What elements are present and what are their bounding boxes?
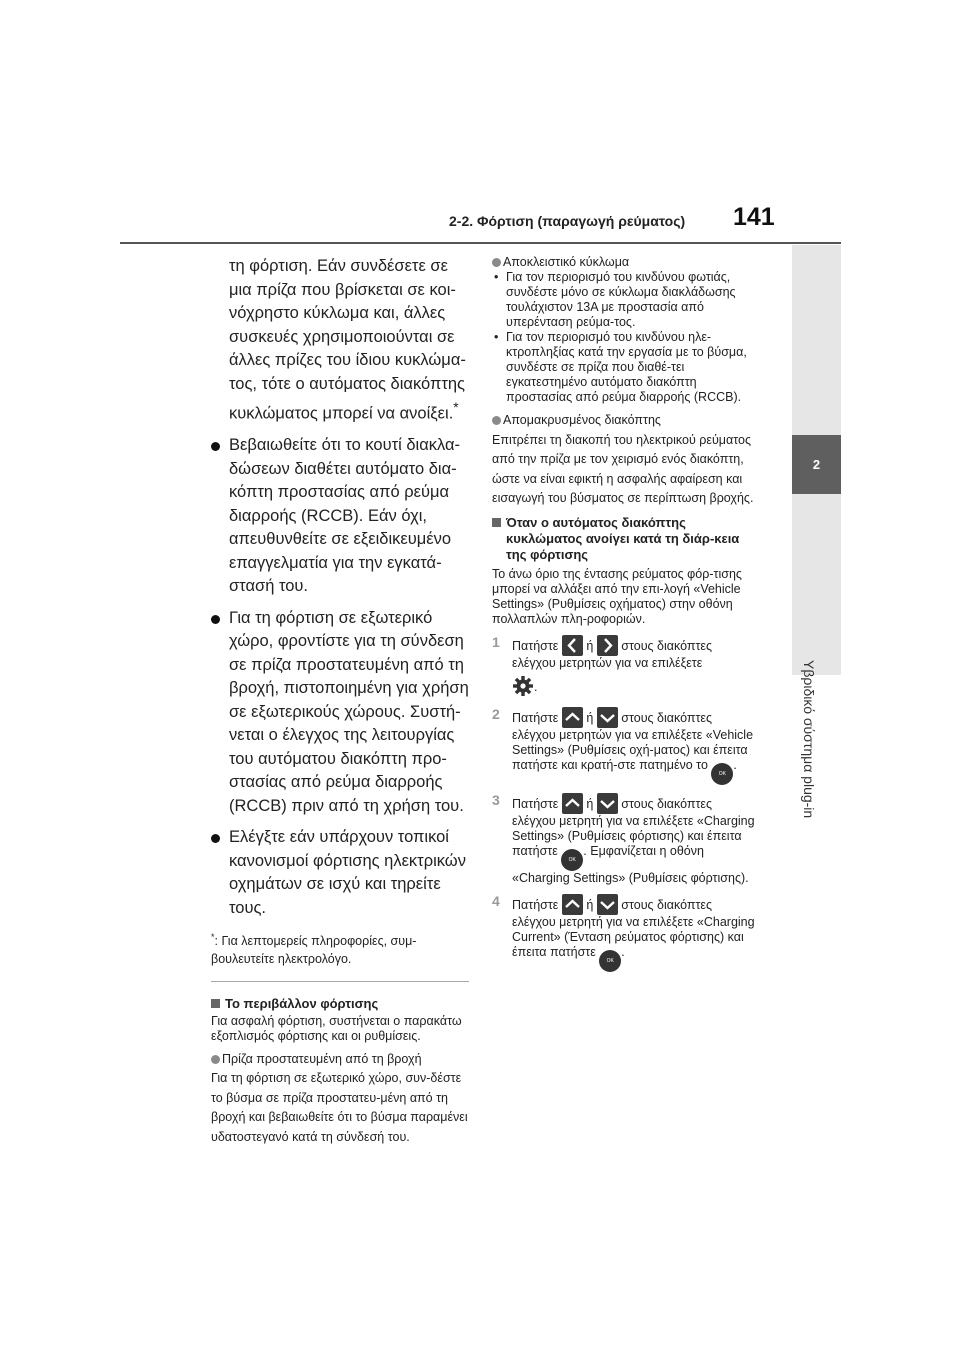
chapter-tab: 2 [792, 435, 841, 494]
remote-text: Επιτρέπει τη διακοπή του ηλεκτρικού ρεύματος από την πρίζα με τον χειρισμό ενός διακόπτη, ώστε να είναι εφικτή η ασφαλής αφαίρεση και εισαγωγή του βύσματος σε περίπτωση βροχής. [492, 432, 754, 505]
ok-button-icon: OK [711, 763, 733, 785]
or-text: ή [586, 796, 594, 811]
bullet-item [211, 434, 469, 599]
bullet-icon [211, 834, 220, 843]
circuit-item [492, 270, 758, 330]
step-3 [492, 793, 758, 886]
step-2 [492, 707, 758, 785]
bullet-text: Ελέγξτε εάν υπάρχουν τοπικοί κανονισμοί φόρτισης ηλεκτρικών οχημάτων σε ισχύ και τηρείτε τους. [229, 828, 466, 917]
step-end: . [534, 679, 538, 694]
step-text: . Εμφανίζεται η οθόνη «Charging Settings» (Ρυθμίσεις φόρτισης). [512, 843, 749, 885]
dot-bullet-icon: • [494, 330, 499, 344]
bullet-item [211, 607, 469, 819]
circle-bullet-icon [492, 416, 501, 425]
circuit-title [492, 255, 758, 270]
header-rule [120, 242, 841, 244]
step-number: 4 [492, 892, 500, 909]
step-text: Πατήστε [512, 897, 559, 912]
step-end: . [733, 757, 737, 772]
chevron-up-icon [562, 707, 583, 728]
or-text: ή [586, 710, 594, 725]
chevron-down-icon [597, 894, 618, 915]
footnote-ref: * [453, 400, 459, 415]
step-4 [492, 894, 758, 972]
env-heading-text: Το περιβάλλον φόρτισης [225, 995, 379, 1011]
bullet-item [211, 826, 469, 920]
remote-title [492, 411, 758, 431]
footnote-mark: * [211, 932, 215, 942]
env-item-title [211, 1050, 469, 1070]
right-column [492, 255, 758, 972]
or-text: ή [586, 638, 594, 653]
bullet-icon [211, 442, 220, 451]
circuit-title-text: Αποκλειστικό κύκλωμα [503, 255, 630, 269]
env-text: Για ασφαλή φόρτιση, συστήνεται ο παρακάτω εξοπλισμός φόρτισης και οι ρυθμίσεις. [211, 1013, 462, 1043]
step-text: στους διακόπτες ελέγχου μετρητή για να επιλέξετε «Charging Current» (Ένταση ρεύματος φόρτισης) και έπειτα πατήστε [512, 897, 755, 959]
chapter-title: Υβριδικό σύστημα plug-in [801, 660, 817, 819]
step-text: Πατήστε [512, 796, 559, 811]
continued-paragraph [211, 255, 469, 426]
step-text: στους διακόπτες ελέγχου μετρητή για να επιλέξετε «Charging Settings» (Ρυθμίσεις φόρτισης) και έπειτα πατήστε [512, 796, 755, 858]
step-1 [492, 635, 758, 699]
footnote [211, 928, 469, 968]
or-text: ή [586, 897, 594, 912]
circuit-item-text: Για τον περιορισμό του κινδύνου ηλε-κτροπληξίας κατά την εργασία με το βύσμα, συνδέστε σε πρίζα που διαθέ-τει εγκατεστημένο αυτόματο διακόπτη προστασίας από ρεύμα διαρροής (RCCB). [506, 330, 747, 404]
step-text: Πατήστε [512, 638, 559, 653]
breaker-text: Το άνω όριο της έντασης ρεύματος φόρ-τισης μπορεί να αλλάξει από την επι-λογή «Vehicle Settings» (Ρυθμίσεις οχήματος) στην οθόνη πολλαπλών πλη-ροφοριών. [492, 566, 742, 626]
step-number: 1 [492, 633, 500, 650]
gear-icon [512, 675, 534, 697]
step-number: 3 [492, 791, 500, 808]
chevron-up-icon [562, 793, 583, 814]
chevron-right-icon [597, 635, 618, 656]
chevron-up-icon [562, 894, 583, 915]
step-number: 2 [492, 705, 500, 722]
step-text: Πατήστε [512, 710, 559, 725]
bullet-icon [211, 615, 220, 624]
square-bullet-icon [211, 999, 220, 1008]
chevron-down-icon [597, 793, 618, 814]
breaker-heading-text: Όταν ο αυτόματος διακόπτης κυκλώματος ανοίγει κατά τη διάρ-κεια της φόρτισης [506, 514, 740, 562]
circle-bullet-icon [211, 1055, 220, 1064]
circuit-item [492, 330, 758, 405]
bullet-text: Για τη φόρτιση σε εξωτερικό χώρο, φροντίστε για τη σύνδεση σε πρίζα προστατευμένη από τη βροχή, πιστοποιημένη για χρήση σε εξωτερικούς χώρους. Συστή-νεται ο έλεγχος της λειτουργίας του αυτόματου διακόπτη προ-στασίας από ρεύμα διαρροής (RCCB) πριν από τη χρήση του. [229, 608, 469, 815]
square-bullet-icon [492, 518, 501, 527]
env-heading [211, 996, 469, 1012]
step-text: στους διακόπτες ελέγχου μετρητών για να επιλέξετε [512, 638, 713, 670]
footnote-text: : Για λεπτομερείς πληροφορίες, συμ-βουλευτείτε ηλεκτρολόγο. [211, 934, 417, 967]
env-item-text: Για τη φόρτιση σε εξωτερικό χώρο, συν-δέστε το βύσμα σε πρίζα προστατευ-μένη από τη βροχή και βεβαιωθείτε ότι το βύσμα παραμένει υδατοστεγανό κατά τη σύνδεσή του. [211, 1071, 468, 1144]
circle-bullet-icon [492, 258, 501, 267]
dot-bullet-icon: • [494, 270, 499, 284]
gear-line [512, 675, 758, 697]
breaker-heading [492, 515, 758, 563]
remote-title-text: Απομακρυσμένος διακόπτης [503, 413, 661, 427]
env-item-title-text: Πρίζα προστατευμένη από τη βροχή [222, 1051, 422, 1066]
continued-text: τη φόρτιση. Εάν συνδέσετε σε μια πρίζα που βρίσκεται σε κοι-νόχρηστο κύκλωμα και, άλλες συσκευές χρησιμοποιούνται σε άλλες πρίζες του ίδιου κυκλώμα-τος, τότε ο αυτόματος διακόπτης κυκλώματος μπορεί να ανοίξει. [229, 257, 466, 423]
bullet-text: Βεβαιωθείτε ότι το κουτί διακλα-δώσεων διαθέτει αυτόματο δια-κόπτη προστασίας από ρεύμα διαρροής (RCCB). Εάν όχι, απευθυνθείτε σε εξειδικευμένο επαγγελματία για την εγκατά-στασή του. [229, 436, 461, 595]
page-number: 141 [733, 203, 775, 231]
ok-button-icon: OK [599, 950, 621, 972]
chevron-left-icon [562, 635, 583, 656]
section-title: 2-2. Φόρτιση (παραγωγή ρεύματος) [449, 213, 686, 229]
ok-button-icon: OK [561, 849, 583, 871]
step-end: . [621, 944, 625, 959]
step-text: στους διακόπτες ελέγχου μετρητών για να επιλέξετε «Vehicle Settings» (Ρυθμίσεις οχή-ματος) και έπειτα πατήστε και κρατή-στε πατημένο το [512, 710, 754, 772]
chevron-down-icon [597, 707, 618, 728]
left-column [211, 255, 469, 1147]
section-divider [211, 981, 469, 982]
circuit-item-text: Για τον περιορισμό του κινδύνου φωτιάς, συνδέστε μόνο σε κύκλωμα διακλάδωσης τουλάχιστον 13A με προστασία από υπερένταση ρεύμα-τος. [506, 270, 736, 329]
